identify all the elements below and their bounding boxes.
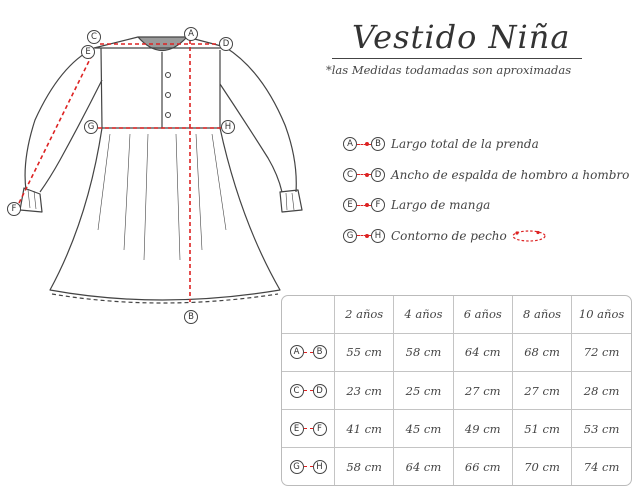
- marker-e-icon: E: [290, 422, 304, 436]
- table-cell: 68 cm: [512, 333, 571, 371]
- legend-item-c-d: [343, 167, 629, 183]
- legend-label: Ancho de espalda de hombro a hombro: [391, 167, 630, 182]
- measure-line-e-f: [18, 55, 92, 205]
- table-cell: 51 cm: [512, 410, 571, 448]
- legend-label: Largo de manga: [391, 198, 491, 212]
- table-row: [282, 448, 631, 485]
- row-key-e-f: [283, 422, 333, 436]
- table-cell: 66 cm: [453, 448, 512, 485]
- subtitle: *las Medidas todamadas son aproximadas: [326, 63, 572, 77]
- table-cell: 25 cm: [394, 371, 453, 409]
- title-underline: [332, 58, 582, 59]
- table-cell: 27 cm: [453, 371, 512, 409]
- table-cell: 55 cm: [335, 333, 394, 371]
- table-cell: 74 cm: [572, 448, 631, 485]
- legend-label: Contorno de pecho: [391, 228, 507, 243]
- table-row: [282, 333, 631, 371]
- marker-h-icon: H: [313, 460, 327, 474]
- table-row: [282, 371, 631, 409]
- svg-text:C: C: [91, 32, 97, 42]
- svg-text:D: D: [222, 39, 230, 49]
- row-key-g-h: [283, 460, 333, 474]
- table-cell: 45 cm: [394, 410, 453, 448]
- column-header: 4 años: [394, 296, 453, 333]
- marker-a-icon: A: [343, 137, 357, 151]
- marker-f-icon: F: [313, 422, 327, 436]
- marker-b-icon: B: [371, 137, 385, 151]
- table-cell: 53 cm: [572, 410, 631, 448]
- svg-text:G: G: [87, 122, 95, 132]
- dress-diagram: [0, 0, 330, 330]
- row-key-c-d: [283, 384, 333, 398]
- svg-text:F: F: [11, 204, 17, 214]
- table-cell: 64 cm: [453, 333, 512, 371]
- marker-e-icon: E: [343, 198, 357, 212]
- marker-c-icon: C: [290, 384, 304, 398]
- svg-text:H: H: [224, 122, 232, 132]
- legend-item-a-b: [343, 136, 629, 152]
- marker-d-icon: D: [313, 384, 327, 398]
- marker-h-icon: H: [371, 229, 385, 243]
- table-header-row: [282, 296, 631, 333]
- table-cell: 49 cm: [453, 410, 512, 448]
- button: [166, 113, 171, 118]
- table-cell: 28 cm: [572, 371, 631, 409]
- column-header: 8 años: [512, 296, 571, 333]
- marker-c-icon: C: [343, 168, 357, 182]
- column-header: 2 años: [335, 296, 394, 333]
- skirt: [50, 128, 280, 300]
- legend-label: Largo total de la prenda: [391, 137, 539, 151]
- table-cell: 70 cm: [512, 448, 571, 485]
- size-table: [281, 295, 632, 486]
- marker-g-icon: G: [343, 229, 357, 243]
- table-cell: 23 cm: [335, 371, 394, 409]
- button: [166, 93, 171, 98]
- column-header: 6 años: [453, 296, 512, 333]
- table-cell: 64 cm: [394, 448, 453, 485]
- svg-text:B: B: [188, 312, 194, 322]
- table-row: [282, 410, 631, 448]
- marker-a-icon: A: [290, 345, 304, 359]
- chest-oval-icon: [511, 229, 547, 243]
- row-key-a-b: [283, 345, 333, 359]
- measurement-legend: [343, 136, 629, 258]
- table-cell: 58 cm: [335, 448, 394, 485]
- legend-item-g-h: [343, 228, 629, 244]
- column-header: 10 años: [572, 296, 631, 333]
- svg-text:E: E: [85, 47, 91, 57]
- marker-d-icon: D: [371, 168, 385, 182]
- svg-text:A: A: [188, 29, 194, 39]
- marker-g-icon: G: [290, 460, 304, 474]
- table-cell: 58 cm: [394, 333, 453, 371]
- marker-b-icon: B: [313, 345, 327, 359]
- page-title: Vestido Niña: [352, 18, 571, 56]
- table-cell: 41 cm: [335, 410, 394, 448]
- legend-item-e-f: [343, 197, 629, 213]
- button: [166, 73, 171, 78]
- table-cell: 27 cm: [512, 371, 571, 409]
- table-corner-cell: [282, 296, 335, 333]
- table-cell: 72 cm: [572, 333, 631, 371]
- marker-f-icon: F: [371, 198, 385, 212]
